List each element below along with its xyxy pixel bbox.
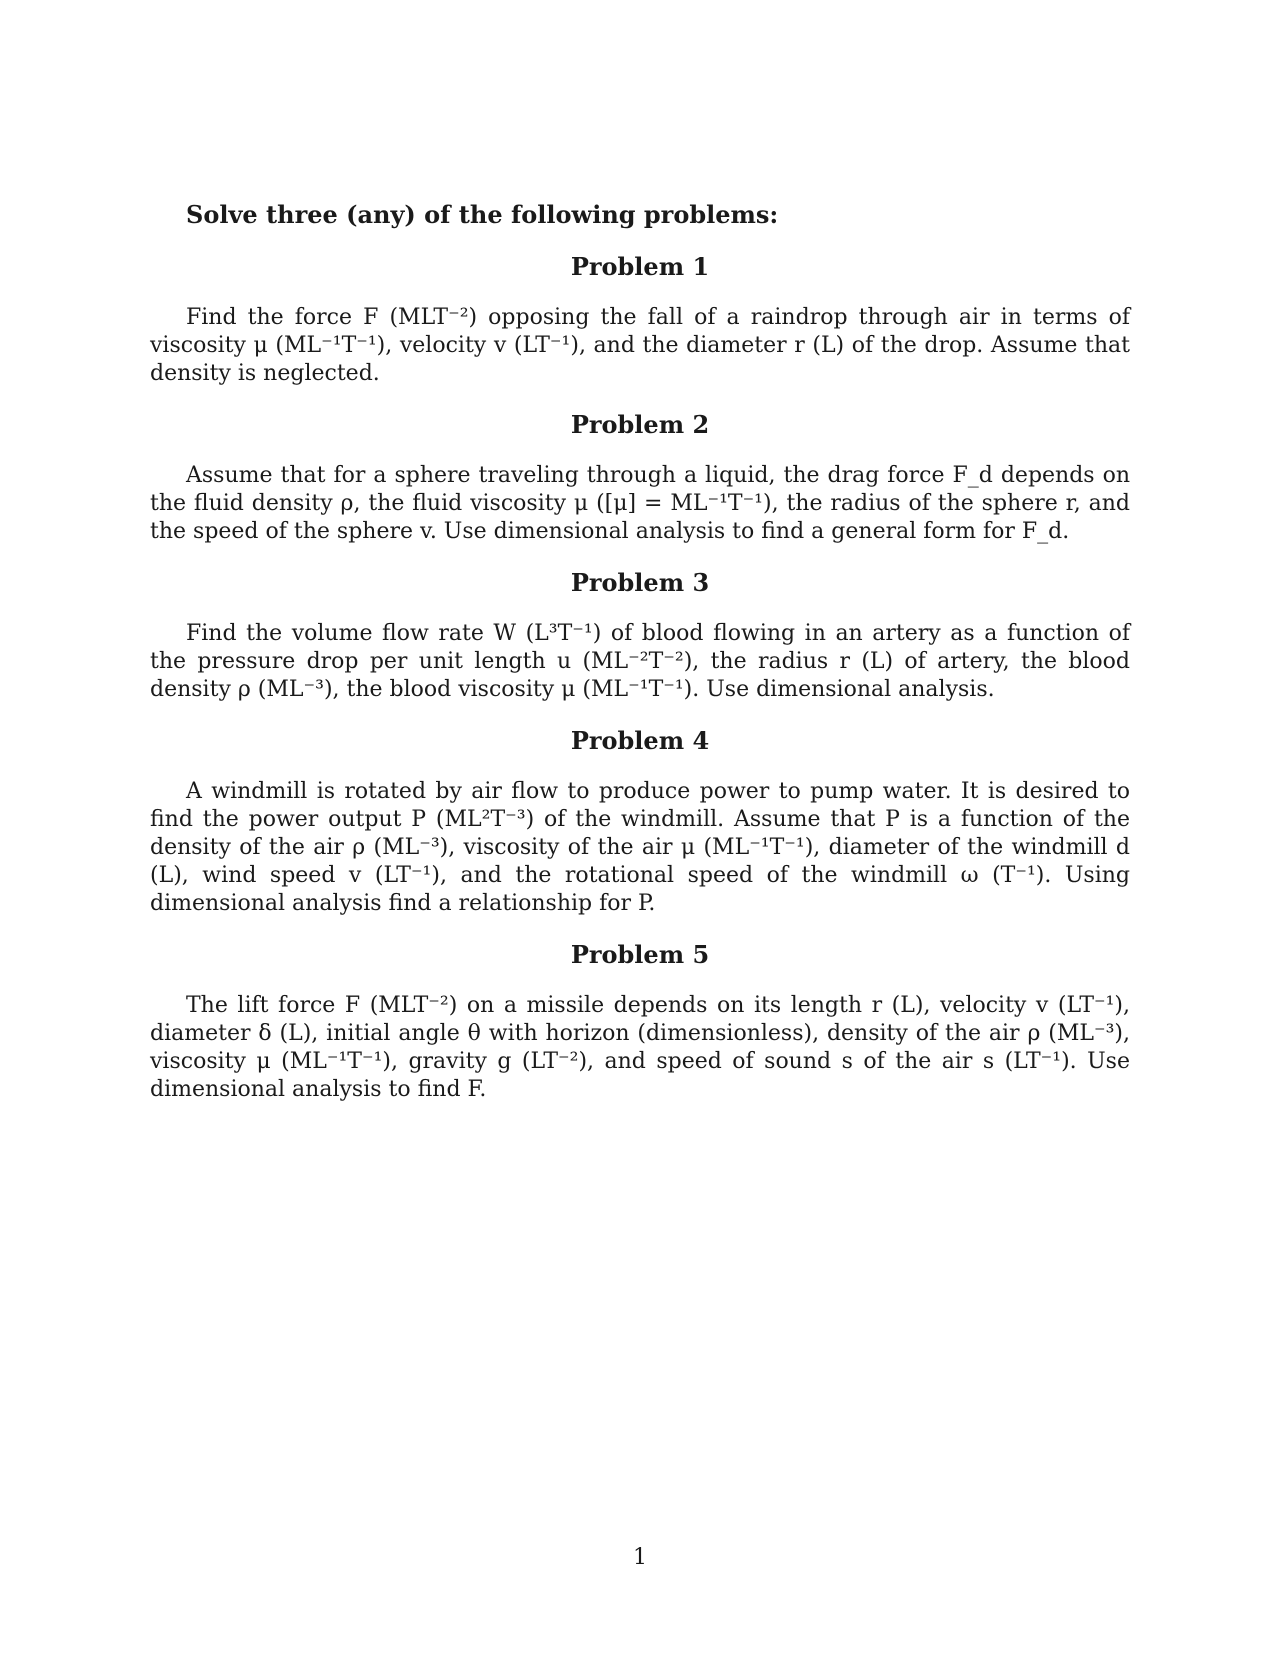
problem-1	[150, 252, 1130, 388]
problem-text: Assume that for a sphere traveling through a liquid, the drag force F_d depends on the fluid density ρ, the fluid viscosity μ ([μ] = ML⁻¹T⁻¹), the radius of the sphere r, and the speed of the sphere v. Use dimensional analysis to find a general form for F_d.	[150, 463, 1130, 544]
instruction-heading: Solve three (any) of the following problems:	[186, 200, 779, 229]
problem-text: Find the volume flow rate W (L³T⁻¹) of blood flowing in an artery as a function of the pressure drop per unit length u (ML⁻²T⁻²), the radius r (L) of artery, the blood density ρ (ML⁻³), the blood viscosity μ (ML⁻¹T⁻¹). Use dimensional analysis.	[150, 621, 1130, 702]
problem-text: Find the force F (MLT⁻²) opposing the fall of a raindrop through air in terms of viscosity μ (ML⁻¹T⁻¹), velocity v (LT⁻¹), and the diameter r (L) of the drop. Assume that density is neglected.	[150, 305, 1130, 386]
problem-title: Problem 1	[570, 252, 710, 281]
problem-text: The lift force F (MLT⁻²) on a missile depends on its length r (L), velocity v (LT⁻¹), diameter δ (L), initial angle θ with horizon (dimensionless), density of the air ρ (ML⁻³), viscosity μ (ML⁻¹T⁻¹), gravity g (LT⁻²), and speed of sound s of the air s (LT⁻¹). Use dimensional analysis to find F.	[150, 993, 1130, 1102]
problem-title: Problem 4	[570, 726, 710, 755]
problem-4	[150, 726, 1130, 918]
problem-text: A windmill is rotated by air flow to produce power to pump water. It is desired to find the power output P (ML²T⁻³) of the windmill. Assume that P is a function of the density of the air ρ (ML⁻³), viscosity of the air μ (ML⁻¹T⁻¹), diameter of the windmill d (L), wind speed v (LT⁻¹), and the rotational speed of the windmill ω (T⁻¹). Using dimensional analysis find a relationship for P.	[150, 779, 1130, 916]
problem-title: Problem 3	[570, 568, 710, 597]
problem-5	[150, 940, 1130, 1104]
problem-title: Problem 2	[570, 410, 710, 439]
problem-2	[150, 410, 1130, 546]
problem-title: Problem 5	[570, 940, 710, 969]
problem-3	[150, 568, 1130, 704]
document-page	[150, 200, 1130, 1104]
page-number: 1	[633, 1545, 647, 1570]
